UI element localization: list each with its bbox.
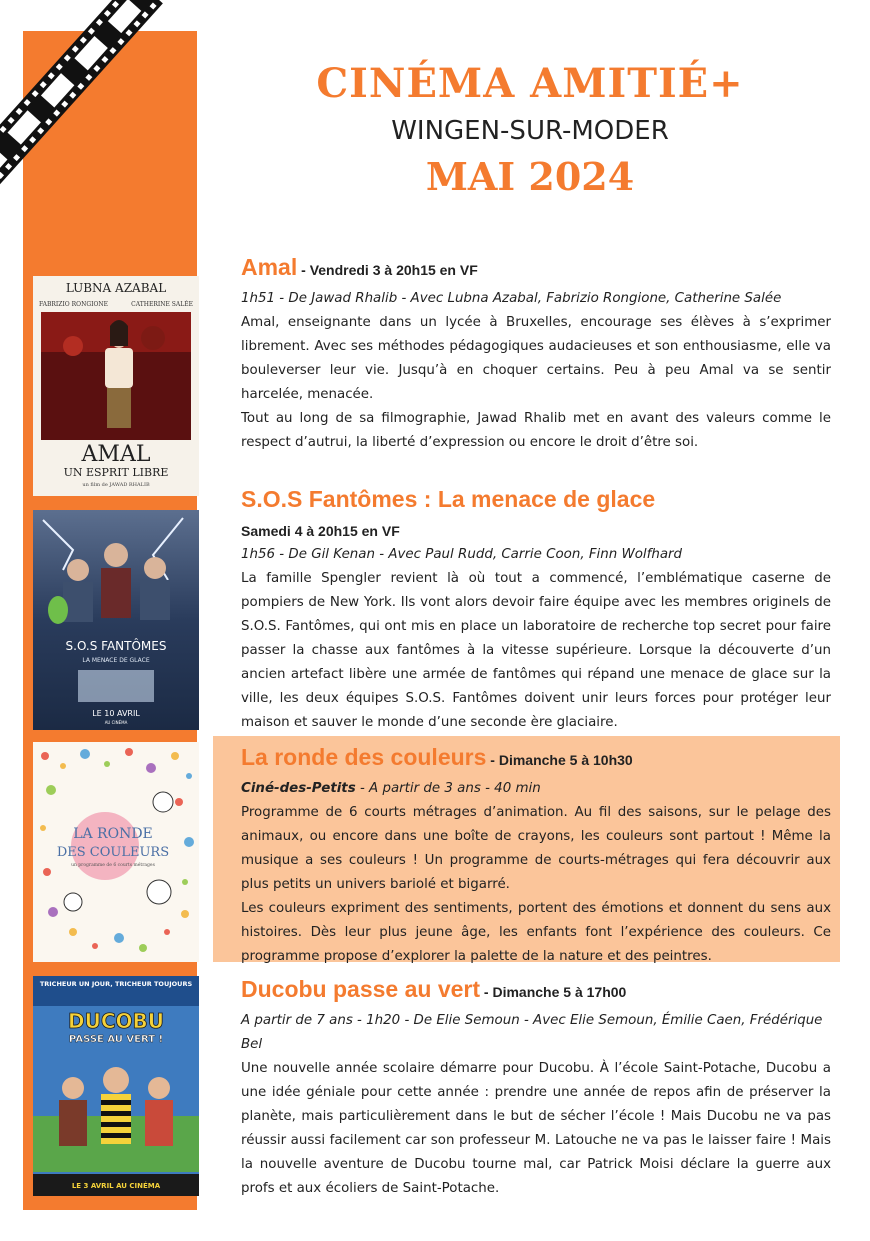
movie-credits xyxy=(241,777,831,801)
poster-sos-release: LE 10 AVRIL xyxy=(92,709,140,718)
poster-amal-actor-left: FABRIZIO RONGIONE xyxy=(39,301,109,308)
poster-amal-subtitle: UN ESPRIT LIBRE xyxy=(63,466,169,479)
poster-ducobu-release: LE 3 AVRIL AU CINÉMA xyxy=(71,1182,161,1190)
poster-sos-title: S.O.S FANTÔMES xyxy=(65,639,167,653)
movie-synopsis: La famille Spengler revient là où tout a commencé, l’emblématique caserne de pompiers de New York. Ils vont alors devoir faire équipe avec les membres originels de S.O.S. Fantômes, qui ont mis en place un laboratoire de recherche top secret pour faire passer la chasse aux fantômes à la vitesse supérieure. Lorsque la découverte d’un ancien artefact libère une armée de fantômes qui répand une menace de glace sur la ville, les deux équipes S.O.S. Fantômes doivent unir leurs forces pour protéger leur maison et sauver le monde d’une seconde ère glaciaire. xyxy=(241,571,831,730)
movie-synopsis: Programme de 6 courts métrages d’animation. Au fil des saisons, sur le pelage des animaux, ou encore dans une boîte de crayons, les couleurs sont partout ! Même la musique a ses couleurs ! Un programme de courts-métrages qui fera découvrir aux plus petits un univers bariolé et bigarré. xyxy=(241,805,831,892)
city-name: WINGEN-SUR-MODER xyxy=(391,116,669,146)
poster-la-ronde-des-couleurs xyxy=(33,742,199,962)
program-month: MAI 2024 xyxy=(425,154,635,199)
movie-date: - Dimanche 5 à 17h00 xyxy=(480,984,627,1000)
movie-heading xyxy=(241,742,831,777)
movie-note: Les couleurs expriment des sentiments, portent des émotions et donnent du sens aux histoires. Dès leur plus jeune âge, les enfants font l’expérience des couleurs. Ce programme propose d’explorer la palette de la nature et des peintres. xyxy=(241,901,831,964)
movie-entry-amal xyxy=(241,252,831,455)
poster-ronde-subtitle: un programme de 6 courts métrages xyxy=(71,863,155,868)
movie-synopsis: Une nouvelle année scolaire démarre pour Ducobu. À l’école Saint-Potache, Ducobu a une idée géniale pour cette année : prendre une année de repos afin de préserver la planète, mais particulièrement dans le but de sécher l’école ! Mais Ducobu ne va pas réussir aussi facilement car son professeur M. Latouche ne va pas le laisser faire ! Mais la nouvelle aventure de Ducobu tourne mal, car Patrick Moisi déclare la guerre aux profs et aux écoliers de Saint-Potache. xyxy=(241,1061,831,1196)
program-label: Ciné-des-Petits xyxy=(241,781,356,796)
poster-sos-fantomes xyxy=(33,510,199,730)
poster-ducobu-title-1: DUCOBU xyxy=(67,1009,165,1033)
ducobu-striped-shirt xyxy=(101,1094,131,1144)
movie-credits: 1h51 - De Jawad Rhalib - Avec Lubna Azabal, Fabrizio Rongione, Catherine Salée xyxy=(241,291,782,306)
movie-heading xyxy=(241,974,831,1009)
movie-title: Ducobu passe au vert xyxy=(241,976,481,1002)
poster-ducobu-passe-au-vert xyxy=(33,976,199,1196)
poster-amal-actor-right: CATHERINE SALÉE xyxy=(131,301,193,308)
movie-credits: 1h56 - De Gil Kenan - Avec Paul Rudd, Carrie Coon, Finn Wolfhard xyxy=(241,547,683,562)
movie-note: Tout au long de sa filmographie, Jawad Rhalib met en avant des valeurs comme le respect d’autrui, la liberté d’expression ou encore le droit d’être soi. xyxy=(241,411,831,450)
movie-entry-ducobu-passe-au-vert xyxy=(241,974,831,1201)
cinema-title: CINÉMA AMITIÉ+ xyxy=(316,60,744,107)
movie-date: Samedi 4 à 20h15 en VF xyxy=(241,523,400,539)
movie-date: - Dimanche 5 à 10h30 xyxy=(486,752,633,768)
movie-entry-sos-fantomes xyxy=(241,484,831,735)
movie-title: La ronde des couleurs xyxy=(241,744,487,770)
poster-ducobu-title-2: PASSE AU VERT ! xyxy=(68,1034,164,1045)
movie-synopsis: Amal, enseignante dans un lycée à Bruxelles, encourage ses élèves à s’exprimer librement. Avec ses méthodes pédagogiques audacieuses et son enthousiasme, elle va bouleverser leur vie. Jusqu’à en choquer certains. Peu à peu Amal va se sentir harcelée, menacée. xyxy=(241,315,831,402)
movie-credits: A partir de 7 ans - 1h20 - De Elie Semoun - Avec Elie Semoun, Émilie Caen, Frédérique Bel xyxy=(241,1013,823,1052)
poster-sos-release-2: AU CINÉMA xyxy=(104,720,128,725)
movie-heading xyxy=(241,252,831,287)
poster-amal-credit: un film de JAWAD RHALIB xyxy=(82,482,150,488)
movie-heading xyxy=(241,484,831,519)
poster-amal-actor: LUBNA AZABAL xyxy=(65,281,167,295)
poster-sos-subtitle: LA MENACE DE GLACE xyxy=(82,657,150,664)
poster-amal-title: AMAL xyxy=(81,442,151,467)
movie-title: Amal xyxy=(241,254,298,280)
movie-title: S.O.S Fantômes : La menace de glace xyxy=(241,486,656,512)
poster-ronde-title-2: DES COULEURS xyxy=(56,845,170,860)
movie-entry-la-ronde-des-couleurs xyxy=(241,742,831,969)
movie-age-duration: - A partir de 3 ans - 40 min xyxy=(355,781,541,796)
poster-ducobu-tagline: TRICHEUR UN JOUR, TRICHEUR TOUJOURS xyxy=(39,980,193,988)
poster-amal xyxy=(33,276,199,496)
poster-ronde-title-1: LA RONDE xyxy=(73,826,153,842)
page-header xyxy=(300,60,760,200)
movie-date: - Vendredi 3 à 20h15 en VF xyxy=(297,262,478,278)
